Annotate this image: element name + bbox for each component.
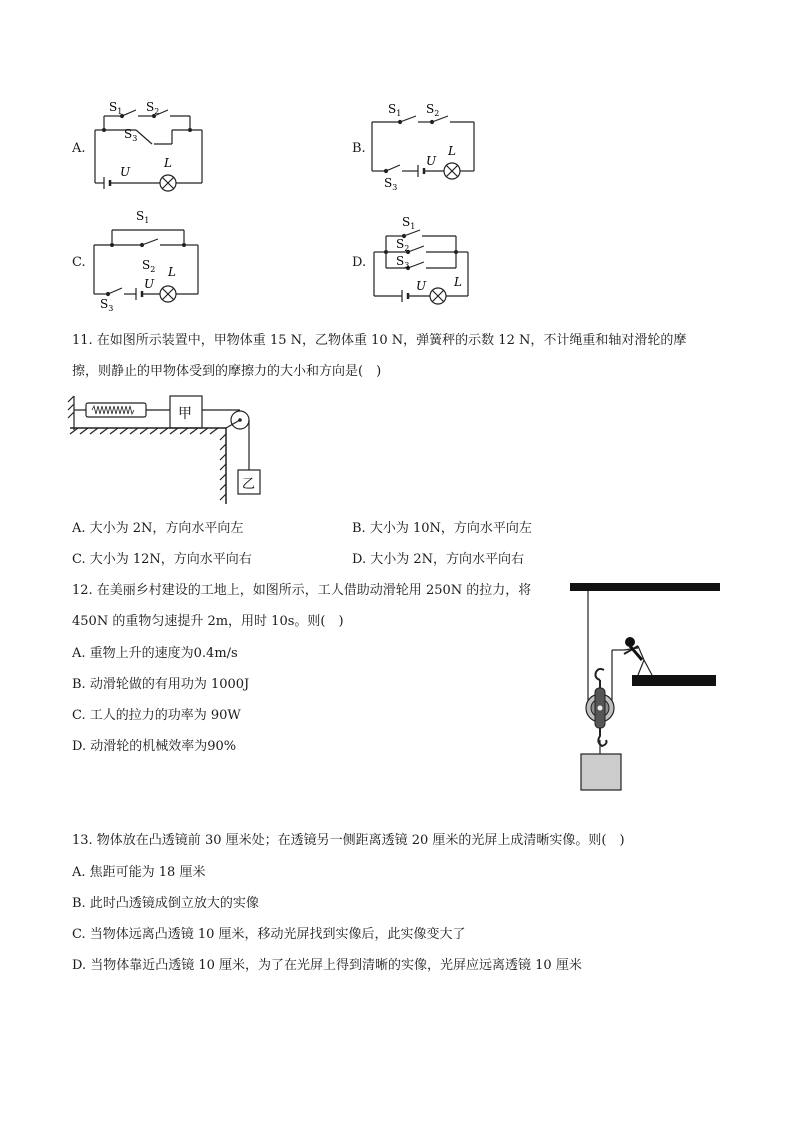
- circuit-c-diagram: [60, 208, 220, 316]
- circuit-c-s2: $S_2$: [142, 258, 156, 274]
- circuit-option-b: [340, 95, 500, 195]
- circuit-c-l: L: [168, 265, 176, 279]
- circuit-b-label: B.: [352, 141, 366, 156]
- q13-option-a[interactable]: A. 焦距可能为 18 厘米: [72, 865, 206, 880]
- circuit-d-diagram: [340, 208, 500, 308]
- circuit-option-c: [60, 208, 220, 316]
- q11-stem-line1: 11. 在如图所示装置中，甲物体重 15 N，乙物体重 10 N，弹簧秤的示数 12 N，不计绳重和轴对滑轮的摩: [72, 333, 687, 348]
- circuit-c-label: C.: [72, 255, 86, 270]
- q12-option-b[interactable]: B. 动滑轮做的有用功为 1000J: [72, 677, 250, 692]
- q13-stem-line1: 13. 物体放在凸透镜前 30 厘米处；在透镜另一侧距离透镜 20 厘米的光屏上成清晰实像。则( ): [72, 833, 625, 848]
- circuit-d-label: D.: [352, 255, 367, 270]
- q13-option-b[interactable]: B. 此时凸透镜成倒立放大的实像: [72, 896, 259, 911]
- circuit-d-s1: $S_1$: [402, 215, 416, 231]
- circuit-b-diagram: [340, 95, 500, 195]
- circuit-a-s1: $S_1$: [109, 100, 123, 116]
- circuit-a-s3: $S_3$: [124, 127, 138, 143]
- circuit-option-d: [340, 208, 500, 308]
- circuit-b-s1: $S_1$: [388, 102, 402, 118]
- circuit-b-s2: $S_2$: [426, 102, 440, 118]
- q12-stem-line2: 450N 的重物匀速提升 2m，用时 10s。则( ): [72, 614, 344, 629]
- q12-option-a[interactable]: A. 重物上升的速度为0.4m/s: [72, 646, 238, 661]
- circuit-b-u: U: [426, 154, 437, 168]
- q11-pulley-diagram: [66, 392, 286, 508]
- circuit-a-u: U: [120, 165, 131, 179]
- q11-option-a[interactable]: A. 大小为 2N，方向水平向左: [72, 521, 244, 536]
- circuit-c-s1: $S_1$: [136, 209, 150, 225]
- circuit-c-u: U: [144, 277, 155, 291]
- circuit-b-s3: $S_3$: [384, 176, 398, 192]
- q12-option-c[interactable]: C. 工人的拉力的功率为 90W: [72, 708, 241, 723]
- circuit-a-label: A.: [72, 141, 86, 156]
- circuit-b-l: L: [448, 144, 456, 158]
- q13-option-c[interactable]: C. 当物体远离凸透镜 10 厘米，移动光屏找到实像后，此实像变大了: [72, 927, 466, 942]
- q12-stem-line1: 12. 在美丽乡村建设的工地上，如图所示，工人借助动滑轮用 250N 的拉力，将: [72, 583, 532, 598]
- q11-option-c[interactable]: C. 大小为 12N，方向水平向右: [72, 552, 252, 567]
- circuit-a-diagram: [60, 95, 220, 195]
- block-yi-label: 乙: [242, 477, 256, 492]
- circuit-option-a: [60, 95, 220, 195]
- q13-option-d[interactable]: D. 当物体靠近凸透镜 10 厘米，为了在光屏上得到清晰的实像，光屏应远离透镜 10 厘米: [72, 958, 582, 973]
- circuit-d-s2: $S_2$: [396, 237, 410, 253]
- circuit-a-l: L: [164, 156, 172, 170]
- circuit-d-s3: $S_3$: [396, 254, 410, 270]
- circuit-d-u: U: [416, 279, 427, 293]
- circuit-c-s3: $S_3$: [100, 297, 114, 313]
- q11-option-b[interactable]: B. 大小为 10N，方向水平向左: [352, 521, 532, 536]
- circuit-d-l: L: [454, 275, 462, 289]
- circuit-a-s2: $S_2$: [146, 100, 160, 116]
- q12-option-d[interactable]: D. 动滑轮的机械效率为90%: [72, 739, 237, 754]
- q12-pulley-worker-diagram: [566, 580, 726, 794]
- block-jia-label: 甲: [178, 406, 192, 422]
- q11-stem-line2: 擦，则静止的甲物体受到的摩擦力的大小和方向是( ): [72, 364, 382, 379]
- q11-option-d[interactable]: D. 大小为 2N，方向水平向右: [352, 552, 525, 567]
